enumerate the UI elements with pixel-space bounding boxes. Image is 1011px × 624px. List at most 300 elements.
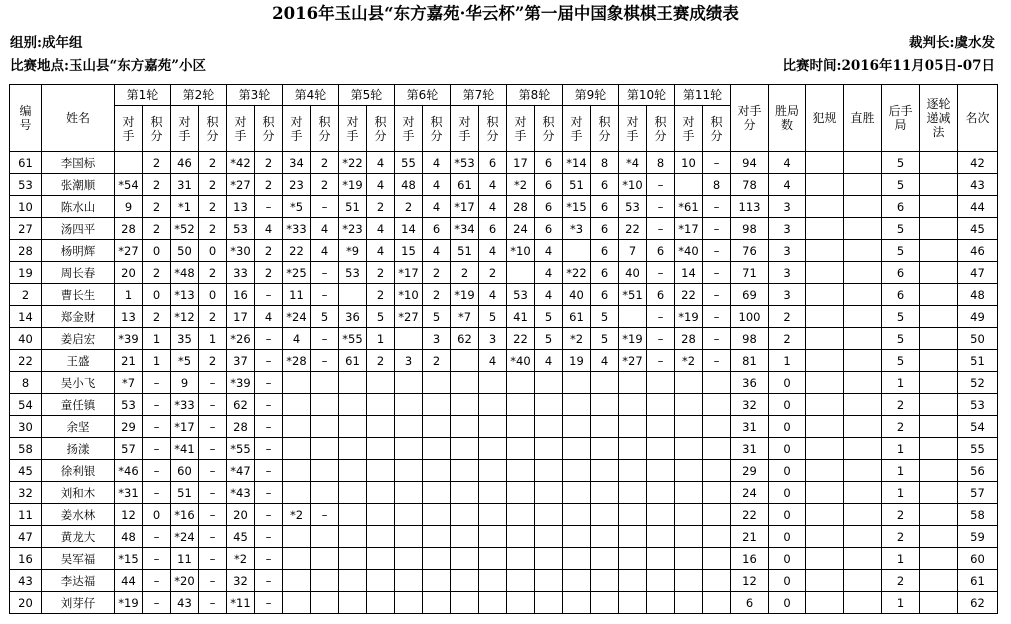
wins: 2 [769,306,806,328]
round-opponent: 37 [227,350,255,372]
round-opponent: 9 [115,196,143,218]
round-points [535,592,563,614]
round-opponent [339,372,367,394]
player-number: 43 [10,570,42,592]
round-points: 4 [423,240,451,262]
round-opponent [115,152,143,174]
rank: 49 [958,306,998,328]
round-points [311,592,339,614]
round-opponent: *14 [563,152,591,174]
round-points: – [703,350,731,372]
round-opponent: *47 [227,460,255,482]
round-points: – [255,548,283,570]
wins: 0 [769,438,806,460]
round-opponent [619,394,647,416]
round-points [423,372,451,394]
fouls [806,196,844,218]
opponent-score: 98 [731,218,769,240]
player-name: 扬漾 [42,438,115,460]
player-name: 姜水林 [42,504,115,526]
round-opponent [339,394,367,416]
round-opponent: 12 [115,504,143,526]
rank: 56 [958,460,998,482]
second-move-games: 5 [882,218,920,240]
round-opponent [339,416,367,438]
round-opponent: *19 [619,328,647,350]
round-points: 4 [535,240,563,262]
round-opponent: *17 [395,262,423,284]
reduction [920,284,958,306]
round-points: 6 [479,152,507,174]
direct-win [844,196,882,218]
header-round: 第3轮 [227,85,283,106]
table-row [10,218,998,240]
round-points: 5 [591,328,619,350]
round-opponent: *12 [171,306,199,328]
direct-win [844,350,882,372]
round-opponent: *13 [171,284,199,306]
round-points: – [255,328,283,350]
rank: 47 [958,262,998,284]
reduction [920,548,958,570]
round-points [367,394,395,416]
direct-win [844,482,882,504]
fouls [806,174,844,196]
opponent-score: 71 [731,262,769,284]
round-points: 4 [423,174,451,196]
rank: 53 [958,394,998,416]
round-points [479,548,507,570]
round-points [703,460,731,482]
round-points [311,372,339,394]
direct-win [844,174,882,196]
round-opponent [451,350,479,372]
round-opponent [619,592,647,614]
round-opponent: 2 [395,196,423,218]
round-opponent [507,262,535,284]
round-opponent: *2 [563,328,591,350]
header-direct-win: 直胜 [844,85,882,152]
round-opponent: *27 [227,174,255,196]
round-opponent [619,570,647,592]
round-points: 6 [535,196,563,218]
opponent-score: 78 [731,174,769,196]
second-move-games: 5 [882,306,920,328]
player-number: 2 [10,284,42,306]
round-opponent: 40 [619,262,647,284]
direct-win [844,218,882,240]
round-opponent [675,548,703,570]
round-points: – [199,504,227,526]
round-points: 4 [535,262,563,284]
rank: 52 [958,372,998,394]
round-opponent [619,306,647,328]
second-move-games: 2 [882,416,920,438]
round-points [311,570,339,592]
header-points: 积分 [311,106,339,152]
round-points [703,548,731,570]
round-points [535,526,563,548]
opponent-score: 100 [731,306,769,328]
round-points [535,372,563,394]
table-row [10,526,998,548]
round-opponent: *55 [339,328,367,350]
round-points: 6 [423,218,451,240]
round-points: 6 [591,284,619,306]
round-points: 6 [479,218,507,240]
player-name: 杨明辉 [42,240,115,262]
round-opponent [675,372,703,394]
opponent-score: 76 [731,240,769,262]
wins: 3 [769,262,806,284]
rank: 44 [958,196,998,218]
round-points: – [255,504,283,526]
player-number: 53 [10,174,42,196]
round-opponent: *23 [339,218,367,240]
player-number: 11 [10,504,42,526]
round-opponent: 21 [115,350,143,372]
second-move-games: 1 [882,372,920,394]
table-row [10,548,998,570]
wins: 3 [769,218,806,240]
round-opponent [283,548,311,570]
round-points [311,460,339,482]
round-opponent: *30 [227,240,255,262]
round-points [535,438,563,460]
round-points [535,504,563,526]
round-points: – [199,394,227,416]
round-opponent: 17 [507,152,535,174]
round-points [703,438,731,460]
round-points: 4 [479,196,507,218]
round-points: 6 [535,152,563,174]
round-points: 2 [143,218,171,240]
round-opponent [339,284,367,306]
round-opponent [675,394,703,416]
round-opponent: 22 [619,218,647,240]
round-opponent: *27 [115,240,143,262]
player-number: 14 [10,306,42,328]
opponent-score: 31 [731,438,769,460]
wins: 1 [769,350,806,372]
results-body [10,152,998,614]
round-points [647,460,675,482]
header-opponent: 对手 [395,106,423,152]
round-opponent: *22 [563,262,591,284]
round-opponent [283,416,311,438]
round-points: – [255,526,283,548]
player-number: 58 [10,438,42,460]
round-opponent: *4 [619,152,647,174]
round-points: – [255,438,283,460]
round-opponent [283,460,311,482]
table-row [10,416,998,438]
round-opponent [507,548,535,570]
round-opponent: 22 [283,240,311,262]
round-opponent: 46 [171,152,199,174]
round-opponent: 14 [675,262,703,284]
wins: 0 [769,526,806,548]
fouls [806,504,844,526]
round-opponent [675,460,703,482]
round-opponent [451,460,479,482]
round-opponent [563,394,591,416]
round-points [535,482,563,504]
round-opponent [675,174,703,196]
round-points: 2 [199,218,227,240]
round-points: 4 [479,284,507,306]
round-points [311,438,339,460]
header-opponent: 对手 [451,106,479,152]
round-points [311,394,339,416]
round-opponent [563,372,591,394]
round-opponent: 48 [395,174,423,196]
fouls [806,482,844,504]
round-points: 3 [479,328,507,350]
round-opponent: *2 [675,350,703,372]
round-opponent: *25 [283,262,311,284]
round-points [535,460,563,482]
round-points: – [311,262,339,284]
header-row-rounds [10,85,998,106]
round-points: 2 [143,306,171,328]
round-opponent [339,504,367,526]
round-points: 0 [143,504,171,526]
wins: 3 [769,240,806,262]
opponent-score: 98 [731,328,769,350]
round-opponent: *34 [451,218,479,240]
round-points [591,592,619,614]
second-move-games: 6 [882,196,920,218]
round-points [479,592,507,614]
header-round: 第10轮 [619,85,675,106]
round-opponent [563,526,591,548]
round-opponent: *5 [171,350,199,372]
round-opponent: 43 [171,592,199,614]
player-number: 10 [10,196,42,218]
round-points: 5 [367,306,395,328]
player-name: 王盛 [42,350,115,372]
round-opponent: 61 [563,306,591,328]
round-opponent: *17 [675,218,703,240]
rank: 59 [958,526,998,548]
round-points [367,504,395,526]
round-opponent: 28 [675,328,703,350]
opponent-score: 24 [731,482,769,504]
round-opponent [563,438,591,460]
round-points [591,570,619,592]
round-points: 2 [479,262,507,284]
round-opponent [395,328,423,350]
round-opponent: *22 [339,152,367,174]
player-name: 余坚 [42,416,115,438]
reduction [920,196,958,218]
round-opponent [451,416,479,438]
round-points [535,394,563,416]
fouls [806,262,844,284]
round-points: – [703,196,731,218]
reduction [920,218,958,240]
table-row [10,394,998,416]
round-opponent [507,394,535,416]
round-opponent [283,592,311,614]
round-opponent: *39 [115,328,143,350]
round-opponent: *39 [227,372,255,394]
round-points [423,526,451,548]
reduction [920,328,958,350]
round-opponent: 14 [395,218,423,240]
round-opponent [563,570,591,592]
round-points: – [255,460,283,482]
round-opponent [451,548,479,570]
round-opponent: *15 [115,548,143,570]
round-opponent [339,526,367,548]
page-title: 2016年玉山县“东方嘉苑·华云杯”第一届中国象棋棋王赛成绩表 [272,4,739,23]
round-opponent [563,460,591,482]
round-opponent: 16 [227,284,255,306]
round-points: – [199,460,227,482]
round-points: – [199,592,227,614]
round-points: 5 [535,328,563,350]
round-points: 5 [423,306,451,328]
round-points: 2 [143,262,171,284]
round-opponent: 36 [339,306,367,328]
round-points [423,394,451,416]
round-points [367,372,395,394]
direct-win [844,328,882,350]
wins: 0 [769,416,806,438]
round-points [479,526,507,548]
round-opponent [675,504,703,526]
round-opponent: *11 [227,592,255,614]
round-opponent: *10 [507,240,535,262]
header-opponent: 对手 [339,106,367,152]
direct-win [844,504,882,526]
player-name: 童任镇 [42,394,115,416]
round-opponent [283,372,311,394]
round-points: – [703,306,731,328]
player-name: 黄龙大 [42,526,115,548]
round-opponent [451,372,479,394]
fouls [806,592,844,614]
round-opponent: *19 [675,306,703,328]
round-points: 2 [199,152,227,174]
wins: 0 [769,570,806,592]
rank: 42 [958,152,998,174]
header-points: 积分 [423,106,451,152]
header-round: 第9轮 [563,85,619,106]
round-opponent: *2 [227,548,255,570]
round-points [647,416,675,438]
direct-win [844,438,882,460]
second-move-games: 5 [882,240,920,262]
round-points: – [143,394,171,416]
direct-win [844,394,882,416]
round-opponent: *17 [451,196,479,218]
round-opponent: *40 [675,240,703,262]
round-opponent: *7 [451,306,479,328]
round-opponent [339,570,367,592]
fouls [806,438,844,460]
round-points: 3 [423,328,451,350]
round-opponent: 60 [171,460,199,482]
round-points [703,592,731,614]
round-opponent: 44 [115,570,143,592]
reduction [920,482,958,504]
round-points: – [199,548,227,570]
rank: 50 [958,328,998,350]
round-opponent: 34 [283,152,311,174]
second-move-games: 2 [882,570,920,592]
round-points: – [199,372,227,394]
round-opponent: 31 [171,174,199,196]
round-opponent: 51 [171,482,199,504]
round-points [591,372,619,394]
round-opponent: *2 [283,504,311,526]
round-opponent [395,460,423,482]
second-move-games: 5 [882,174,920,196]
round-opponent [451,592,479,614]
round-points [703,570,731,592]
round-points: – [703,240,731,262]
round-points [479,416,507,438]
rank: 61 [958,570,998,592]
round-opponent: 55 [395,152,423,174]
player-number: 20 [10,592,42,614]
round-opponent: 9 [171,372,199,394]
direct-win [844,526,882,548]
round-points: 4 [479,174,507,196]
round-points: 5 [535,306,563,328]
round-points: 6 [591,174,619,196]
round-opponent: *19 [451,284,479,306]
second-move-games: 1 [882,438,920,460]
opponent-score: 6 [731,592,769,614]
round-points: – [255,416,283,438]
round-opponent: 28 [507,196,535,218]
rank: 62 [958,592,998,614]
table-row [10,328,998,350]
round-points: 4 [535,284,563,306]
wins: 0 [769,460,806,482]
direct-win [844,152,882,174]
fouls [806,328,844,350]
round-opponent: *42 [227,152,255,174]
reduction [920,240,958,262]
round-points [367,526,395,548]
round-points: 4 [479,350,507,372]
table-row [10,262,998,284]
table-row [10,460,998,482]
direct-win [844,262,882,284]
round-points: – [255,570,283,592]
header-round: 第7轮 [451,85,507,106]
rank: 46 [958,240,998,262]
table-row [10,196,998,218]
player-name: 徐利银 [42,460,115,482]
header-points: 积分 [255,106,283,152]
round-points: – [143,482,171,504]
round-points: – [311,350,339,372]
round-points: – [199,438,227,460]
round-opponent: *19 [339,174,367,196]
table-row [10,350,998,372]
header-opponent: 对手 [507,106,535,152]
round-points: – [255,592,283,614]
round-opponent: *51 [619,284,647,306]
round-points [367,592,395,614]
round-points: 6 [647,240,675,262]
